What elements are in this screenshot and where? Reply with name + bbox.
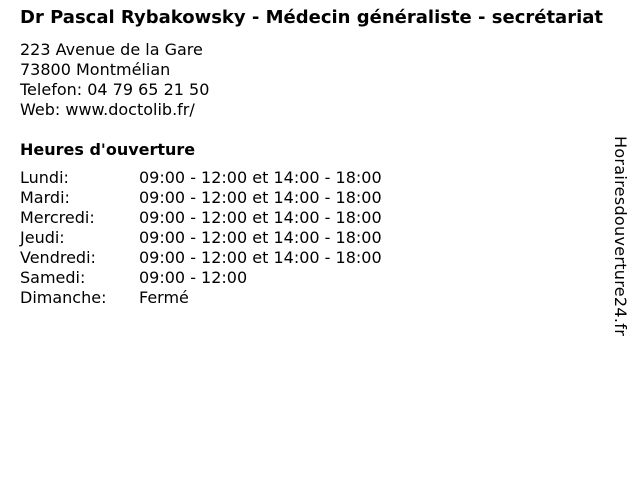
day-hours: 09:00 - 12:00 et 14:00 - 18:00 xyxy=(139,168,382,187)
day-label: Lundi: xyxy=(20,168,69,187)
hours-row-wednesday xyxy=(20,208,612,228)
business-info xyxy=(20,8,612,308)
hours-row-monday xyxy=(20,168,612,188)
website: Web: www.doctolib.fr/ xyxy=(20,100,195,119)
day-hours: 09:00 - 12:00 et 14:00 - 18:00 xyxy=(139,208,382,227)
hours-row-sunday xyxy=(20,288,612,308)
hours-row-saturday xyxy=(20,268,612,288)
day-label: Dimanche: xyxy=(20,288,107,307)
site-brand-watermark: Horairesdouverture24.fr xyxy=(611,136,630,337)
opening-hours-heading: Heures d'ouverture xyxy=(20,140,196,159)
phone-number: Telefon: 04 79 65 21 50 xyxy=(20,80,210,99)
day-hours: 09:00 - 12:00 et 14:00 - 18:00 xyxy=(139,248,382,267)
day-hours: 09:00 - 12:00 xyxy=(139,268,248,287)
opening-hours-table xyxy=(20,168,612,308)
address-block xyxy=(20,40,612,120)
day-label: Samedi: xyxy=(20,268,86,287)
page-title: Dr Pascal Rybakowsky - Médecin généraliste - secrétariat xyxy=(20,7,603,28)
city-address: 73800 Montmélian xyxy=(20,60,171,79)
hours-row-tuesday xyxy=(20,188,612,208)
day-label: Vendredi: xyxy=(20,248,96,267)
hours-row-thursday xyxy=(20,228,612,248)
day-hours: 09:00 - 12:00 et 14:00 - 18:00 xyxy=(139,228,382,247)
day-label: Mardi: xyxy=(20,188,70,207)
street-address: 223 Avenue de la Gare xyxy=(20,40,203,59)
hours-row-friday xyxy=(20,248,612,268)
day-hours: Fermé xyxy=(139,288,189,307)
day-label: Jeudi: xyxy=(20,228,65,247)
day-hours: 09:00 - 12:00 et 14:00 - 18:00 xyxy=(139,188,382,207)
day-label: Mercredi: xyxy=(20,208,95,227)
